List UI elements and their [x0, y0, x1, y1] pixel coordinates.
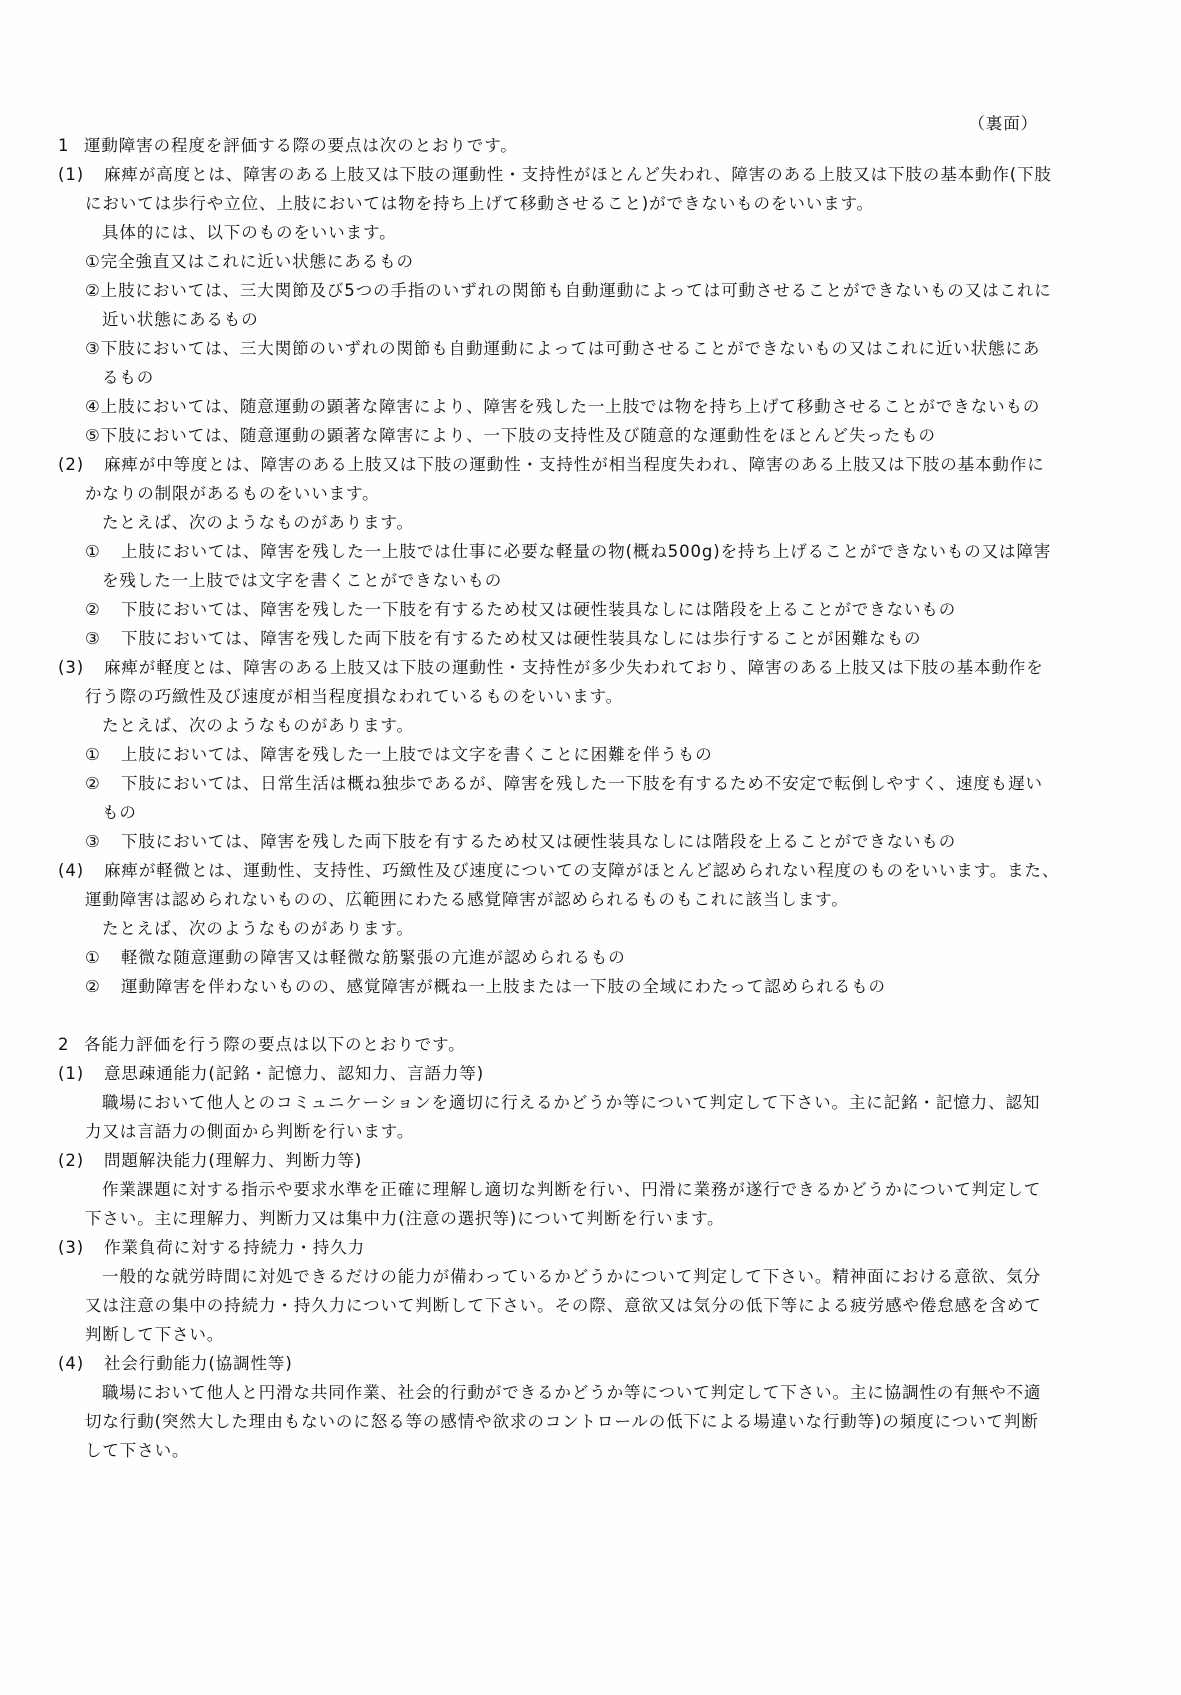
subitem — [85, 339, 1040, 359]
subitem-continuation: もの — [102, 803, 137, 822]
item-2-line-2: かなりの制限があるものをいいます。 — [85, 484, 380, 503]
ability-body: 力又は言語力の側面から判断を行います。 — [85, 1122, 415, 1141]
section-number: 1 — [58, 136, 70, 155]
item-4-intro: たとえば、次のようなものがあります。 — [102, 919, 414, 938]
item-number: (1) — [58, 165, 85, 184]
item-text: 麻痺が中等度とは、障害のある上肢又は下肢の運動性・支持性が相当程度失われ、障害のある上肢又は下肢の基本動作に — [104, 455, 1045, 474]
subitem-text: 上肢においては、随意運動の顕著な障害により、障害を残した一上肢では物を持ち上げて移動させることができないもの — [100, 397, 1041, 416]
ability-body: 作業課題に対する指示や要求水準を正確に理解し適切な判断を行い、円滑に業務が遂行できるかどうかについて判定して — [102, 1180, 1042, 1199]
section-title: 各能力評価を行う際の要点は以下のとおりです。 — [84, 1035, 466, 1054]
subitem — [85, 426, 936, 446]
subitem-text: 下肢においては、日常生活は概ね独歩であるが、障害を残した一下肢を有するため不安定で転倒しやすく、速度も遅い — [121, 774, 1043, 793]
subitem-text: 下肢においては、障害を残した両下肢を有するため杖又は硬性装具なしには歩行することが困難なもの — [121, 629, 922, 648]
subitem — [85, 600, 956, 620]
item-number: (3) — [58, 1238, 85, 1257]
subitem-text: 完全強直又はこれに近い状態にあるもの — [100, 252, 414, 271]
subitem — [85, 542, 1051, 562]
section-1-heading — [58, 136, 518, 156]
item-text: 麻痺が高度とは、障害のある上肢又は下肢の運動性・支持性がほとんど失われ、障害のある上肢又は下肢の基本動作(下肢 — [104, 165, 1052, 184]
ability-body: 切な行動(突然大した理由もないのに怒る等の感情や欲求のコントロールの低下による場違いな行動等)の頻度について判断 — [85, 1412, 1039, 1431]
subitem-continuation: 近い状態にあるもの — [102, 310, 259, 329]
subitem-marker: ② — [85, 281, 101, 300]
subitem-marker: ④ — [85, 397, 101, 416]
ability-body: して下さい。 — [85, 1441, 190, 1460]
subitem — [85, 948, 626, 968]
item-4-line-1 — [58, 861, 1059, 881]
item-number: (2) — [58, 1151, 85, 1170]
subitem — [85, 745, 713, 765]
subitem-continuation: を残した一上肢では文字を書くことができないもの — [102, 571, 503, 590]
subitem — [85, 977, 886, 997]
subitem-marker: ① — [85, 948, 101, 967]
subitem — [85, 252, 414, 272]
item-number: (3) — [58, 658, 85, 677]
subitem — [85, 397, 1040, 417]
item-2-intro: たとえば、次のようなものがあります。 — [102, 513, 414, 532]
subitem-marker: ② — [85, 774, 101, 793]
subitem-marker: ③ — [85, 832, 101, 851]
subitem-marker: ③ — [85, 629, 101, 648]
item-3-intro: たとえば、次のようなものがあります。 — [102, 716, 414, 735]
ability-body: 職場において他人とのコミュニケーションを適切に行えるかどうか等について判定して下さい。主に記銘・記憶力、認知 — [102, 1093, 1041, 1112]
subitem-text: 下肢においては、障害を残した両下肢を有するため杖又は硬性装具なしには階段を上ることができないもの — [121, 832, 957, 851]
subitem — [85, 629, 921, 649]
subitem-marker: ⑤ — [85, 426, 101, 445]
item-number: (4) — [58, 1354, 85, 1373]
item-3-line-2: 行う際の巧緻性及び速度が相当程度損なわれているものをいいます。 — [85, 687, 624, 706]
ability-heading: 意思疎通能力(記銘・記憶力、認知力、言語力等) — [104, 1064, 485, 1083]
subitem-marker: ② — [85, 977, 101, 996]
subitem-text: 下肢においては、障害を残した一下肢を有するため杖又は硬性装具なしには階段を上ることができないもの — [121, 600, 957, 619]
side-label: （裏面） — [968, 114, 1038, 133]
item-3-line-1 — [58, 658, 1044, 678]
subitem-marker: ③ — [85, 339, 101, 358]
ability-2-heading — [58, 1151, 362, 1171]
ability-1-heading — [58, 1064, 484, 1084]
subitem-text: 上肢においては、三大関節及び5つの手指のいずれの関節も自動運動によっては可動させることができないもの又はこれに — [100, 281, 1052, 300]
subitem-continuation: るもの — [102, 368, 155, 387]
subitem-text: 運動障害を伴わないものの、感覚障害が概ね一上肢または一下肢の全域にわたって認められるもの — [121, 977, 886, 996]
subitem-marker: ① — [85, 252, 101, 271]
subitem — [85, 281, 1052, 301]
ability-body: 下さい。主に理解力、判断力又は集中力(注意の選択等)について判断を行います。 — [85, 1209, 725, 1228]
ability-heading: 作業負荷に対する持続力・持久力 — [104, 1238, 365, 1257]
subitem-marker: ① — [85, 745, 101, 764]
subitem-text: 軽微な随意運動の障害又は軽微な筋緊張の亢進が認められるもの — [121, 948, 626, 967]
subitem-text: 下肢においては、随意運動の顕著な障害により、一下肢の支持性及び随意的な運動性をほとんど失ったもの — [100, 426, 936, 445]
item-text: 麻痺が軽度とは、障害のある上肢又は下肢の運動性・支持性が多少失われており、障害のある上肢又は下肢の基本動作を — [104, 658, 1044, 677]
item-text: 麻痺が軽微とは、運動性、支持性、巧緻性及び速度についての支障がほとんど認められない程度のものをいいます。また、 — [104, 861, 1060, 880]
subitem — [85, 832, 956, 852]
subitem-marker: ① — [85, 542, 101, 561]
ability-4-heading — [58, 1354, 293, 1374]
ability-3-heading — [58, 1238, 365, 1258]
ability-heading: 社会行動能力(協調性等) — [104, 1354, 293, 1373]
item-1-line-1 — [58, 165, 1052, 185]
ability-heading: 問題解決能力(理解力、判断力等) — [104, 1151, 363, 1170]
subitem-text: 下肢においては、三大関節のいずれの関節も自動運動によっては可動させることができないもの又はこれに近い状態にあ — [100, 339, 1041, 358]
section-number: 2 — [58, 1035, 70, 1054]
subitem-text: 上肢においては、障害を残した一上肢では仕事に必要な軽量の物(概ね500g)を持ち上げることができないもの又は障害 — [121, 542, 1052, 561]
subitem-marker: ② — [85, 600, 101, 619]
ability-body: 一般的な就労時間に対処できるだけの能力が備わっているかどうかについて判定して下さい。精神面における意欲、気分 — [102, 1267, 1042, 1286]
section-title: 運動障害の程度を評価する際の要点は次のとおりです。 — [84, 136, 518, 155]
subitem-text: 上肢においては、障害を残した一上肢では文字を書くことに困難を伴うもの — [121, 745, 713, 764]
item-1-line-2: においては歩行や立位、上肢においては物を持ち上げて移動させること)ができないものをいいます。 — [85, 194, 875, 213]
ability-body: 又は注意の集中の持続力・持久力について判断して下さい。その際、意欲又は気分の低下等による疲労感や倦怠感を含めて — [85, 1296, 1042, 1315]
item-4-line-2: 運動障害は認められないものの、広範囲にわたる感覚障害が認められるものもこれに該当します。 — [85, 890, 849, 909]
item-1-intro: 具体的には、以下のものをいいます。 — [102, 223, 397, 242]
item-2-line-1 — [58, 455, 1045, 475]
ability-body: 判断して下さい。 — [85, 1325, 225, 1344]
item-number: (2) — [58, 455, 85, 474]
item-number: (4) — [58, 861, 85, 880]
subitem — [85, 774, 1043, 794]
item-number: (1) — [58, 1064, 85, 1083]
section-2-heading — [58, 1035, 465, 1055]
ability-body: 職場において他人と円滑な共同作業、社会的行動ができるかどうか等について判定して下さい。主に協調性の有無や不適 — [102, 1383, 1042, 1402]
